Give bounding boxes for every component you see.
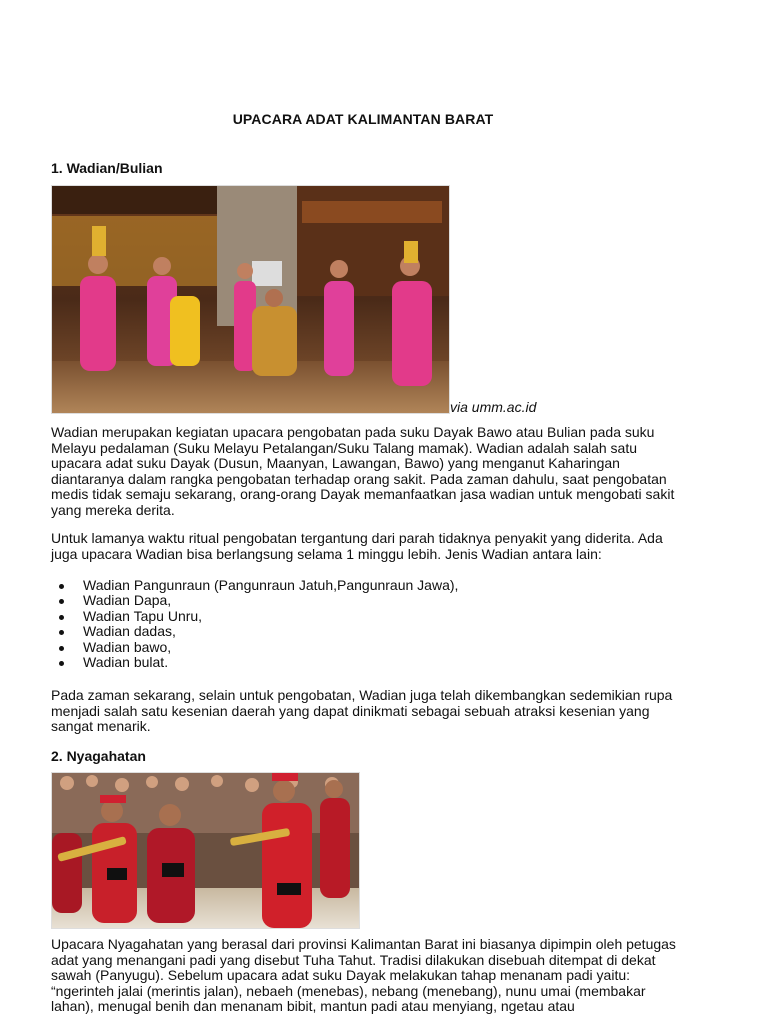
list-item: Wadian bawo, [51, 640, 458, 655]
section-heading-nyagahatan: 2. Nyagahatan [51, 748, 146, 764]
wadian-dance-photo [51, 185, 450, 414]
list-item: Wadian Dapa, [51, 593, 458, 608]
document-title: UPACARA ADAT KALIMANTAN BARAT [232, 111, 494, 127]
list-item: Wadian Tapu Unru, [51, 609, 458, 624]
list-item: Wadian dadas, [51, 624, 458, 639]
section-heading-wadian: 1. Wadian/Bulian [51, 160, 163, 176]
paragraph-wadian-closing: Pada zaman sekarang, selain untuk pengobatan, Wadian juga telah dikembangkan sedemikian rupa menjadi salah satu kesenian daerah yang dapat dinikmati sebagai sebuah atraksi kesenian yang sangat menarik. [51, 687, 673, 734]
paragraph-wadian-duration: Untuk lamanya waktu ritual pengobatan tergantung dari parah tidaknya penyakit yang diderita. Ada juga upacara Wadian bisa berlangsung selama 1 minggu lebih. Jenis Wadian antara lain: [51, 530, 663, 562]
paragraph-nyagahatan: Upacara Nyagahatan yang berasal dari provinsi Kalimantan Barat ini biasanya dipimpin oleh petugas adat yang menangani padi yang disebut Tuha Tahut. Tradisi dilakukan disebuah ditempat di dekat sawah (Panyugu). Sebelum upacara adat suku Dayak melakukan tahap menanam padi yaitu: “ngerinteh jalai (merintis jalan), nebaeh (menebas), nebang (menebang), nunu umai (membakar lahan), menugal benih dan menanam bibit, mantun padi atau menyiang, ngetau atau [51, 936, 676, 1014]
wadian-types-list [51, 578, 458, 670]
paragraph-wadian-intro: Wadian merupakan kegiatan upacara pengobatan pada suku Dayak Bawo atau Bulian pada suku Melayu pedalaman (Suku Melayu Petalangan/Suku Talang mamak). Wadian adalah salah satu upacara adat suku Dayak (Dusun, Maanyan, Lawangan, Bawo) yang menganut Kaharingan diantaranya dalam rangka pengobatan terhadap orang sakit. Pada zaman dahulu, saat pengobatan medis tidak semaju sekarang, orang-orang Dayak memanfaatkan jasa wadian untuk mengobati sakit yang mereka derita. [51, 424, 675, 518]
list-item: Wadian bulat. [51, 655, 458, 670]
nyagahatan-dance-photo [51, 772, 360, 929]
list-item: Wadian Pangunraun (Pangunraun Jatuh,Pangunraun Jawa), [51, 578, 458, 593]
image-caption: via umm.ac.id [450, 399, 537, 415]
